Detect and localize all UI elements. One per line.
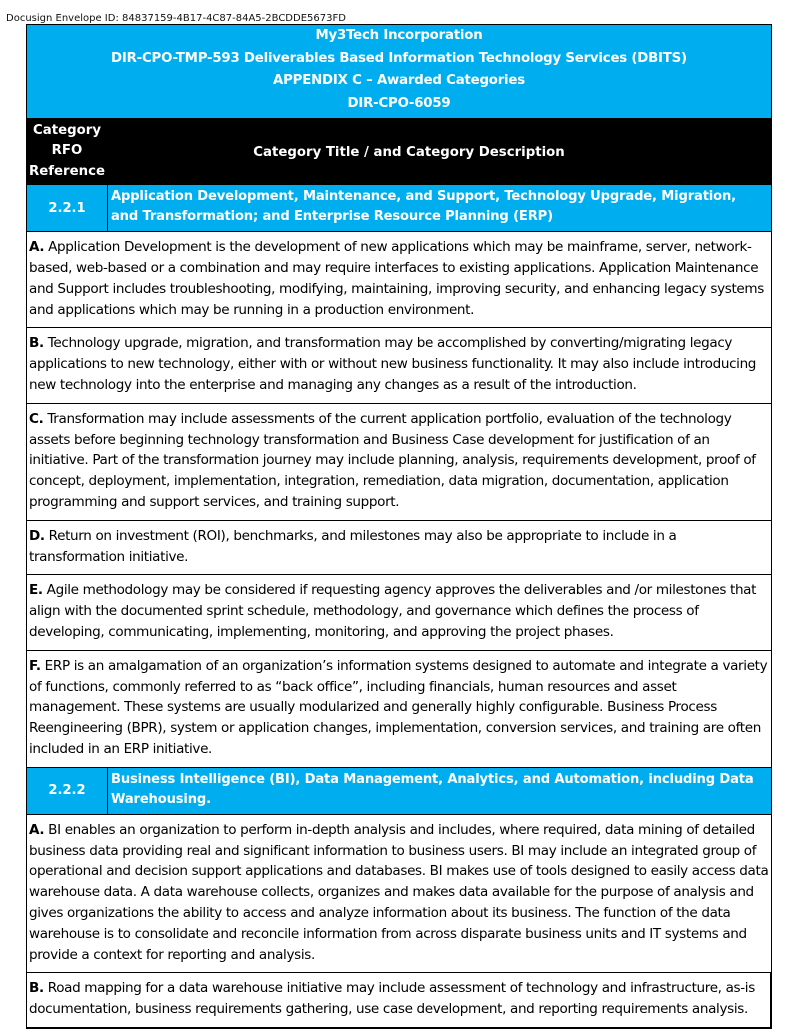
paragraph-text: Application Development is the development of new applications which may be mainframe, server, network-based, web-based or a combination and may require interfaces to existing applications. Application Maintenance and Support includes troubleshooting, modifying, maintaining, improving security, and enhancing legacy systems and applications which may be running in a production environment. [29, 239, 764, 318]
column-header-reference-line: Category [33, 122, 101, 138]
company-name: My3Tech Incorporation [315, 28, 483, 43]
paragraph-text: Technology upgrade, migration, and transformation may be accomplished by converting/migrating legacy applications to new technology, either with or without new business functionality. It may also include introducing new technology into the enterprise and managing any changes as a result of the introduction. [29, 335, 757, 394]
description-paragraph [26, 973, 772, 1029]
paragraph-text: BI enables an organization to perform in-depth analysis and includes, where required, data mining of detailed business data providing real and significant information to business users. BI may include an integrated group of operational and decision support applications and databases. BI makes use of tools designed to easily access data warehouse data. A data warehouse collects, organizes and makes data available for the purpose of analysis and gives organizations the ability to access and analyze information about its business. The function of the data warehouse is to consolidate and reconcile information from across disparate business units and IT systems and provide a context for reporting and analysis. [29, 821, 769, 963]
envelope-id: Docusign Envelope ID: 84837159-4B17-4C87-84A5-2BCDDE5673FD [6, 13, 346, 24]
document-table [26, 24, 772, 1029]
description-paragraph [26, 328, 772, 403]
appendix-title: APPENDIX C – Awarded Categories [273, 73, 525, 89]
description-paragraph [26, 404, 772, 521]
paragraph-text: ERP is an amalgamation of an organization’s information systems designed to automate and integrate a variety of functions, commonly referred to as “back office”, including financials, human resources and asset management. These systems are usually modularized and generally highly configurable. Business Process Reengineering (BPR), system or application changes, implementation, conversion services, and training are often included in an ERP initiative. [29, 657, 768, 757]
paragraph-text: Transformation may include assessments of the current application portfolio, evaluation of the technology assets before beginning technology transformation and Business Case development for justification of an initiative. Part of the transformation journey may include planning, analysis, requirements development, proof of concept, deployment, implementation, integration, remediation, data migration, documentation, application programming and support services, and training support. [29, 410, 756, 511]
description-paragraph [26, 232, 772, 328]
column-header-reference [27, 120, 107, 185]
column-header-reference-line: RFO [51, 143, 83, 159]
contract-title: DIR-CPO-TMP-593 Deliverables Based Information Technology Services (DBITS) [111, 50, 687, 66]
category-row [26, 185, 772, 232]
description-paragraph [26, 521, 772, 576]
column-header-row [26, 119, 772, 186]
category-title: Business Intelligence (BI), Data Management, Analytics, and Automation, including Data Warehousing. [111, 771, 754, 807]
dir-number: DIR-CPO-6059 [347, 96, 451, 112]
description-paragraph [26, 815, 772, 974]
document-header [26, 24, 772, 119]
paragraph-label: F. [29, 657, 41, 674]
paragraph-label: B. [29, 980, 44, 997]
paragraph-label: D. [29, 527, 45, 544]
description-paragraph [26, 575, 772, 650]
description-paragraph [26, 651, 772, 768]
paragraph-label: E. [29, 582, 43, 599]
paragraph-text: Return on investment (ROI), benchmarks, and milestones may also be appropriate to include in a transformation initiative. [29, 527, 677, 565]
category-row [26, 768, 772, 815]
category-title: Application Development, Maintenance, and Support, Technology Upgrade, Migration, and Transformation; and Enterprise Resource Planning (ERP) [111, 189, 736, 225]
paragraph-label: A. [29, 821, 45, 838]
column-header-reference-line: Reference [28, 163, 105, 179]
category-number: 2.2.1 [27, 185, 108, 231]
paragraph-label: C. [29, 410, 44, 427]
paragraph-text: Agile methodology may be considered if requesting agency approves the deliverables and /or milestones that align with the documented sprint schedule, methodology, and governance which defines the process of developing, communicating, implementing, monitoring, and approving the project phases. [29, 582, 757, 640]
category-number: 2.2.2 [27, 768, 108, 814]
column-header-title: Category Title / and Category Description [253, 144, 565, 160]
paragraph-text: Road mapping for a data warehouse initiative may include assessment of technology and infrastructure, as-is documentation, business requirements gathering, use case development, and reporting requirements analysis. [29, 980, 755, 1018]
paragraph-label: A. [29, 239, 45, 256]
paragraph-label: B. [29, 335, 44, 352]
